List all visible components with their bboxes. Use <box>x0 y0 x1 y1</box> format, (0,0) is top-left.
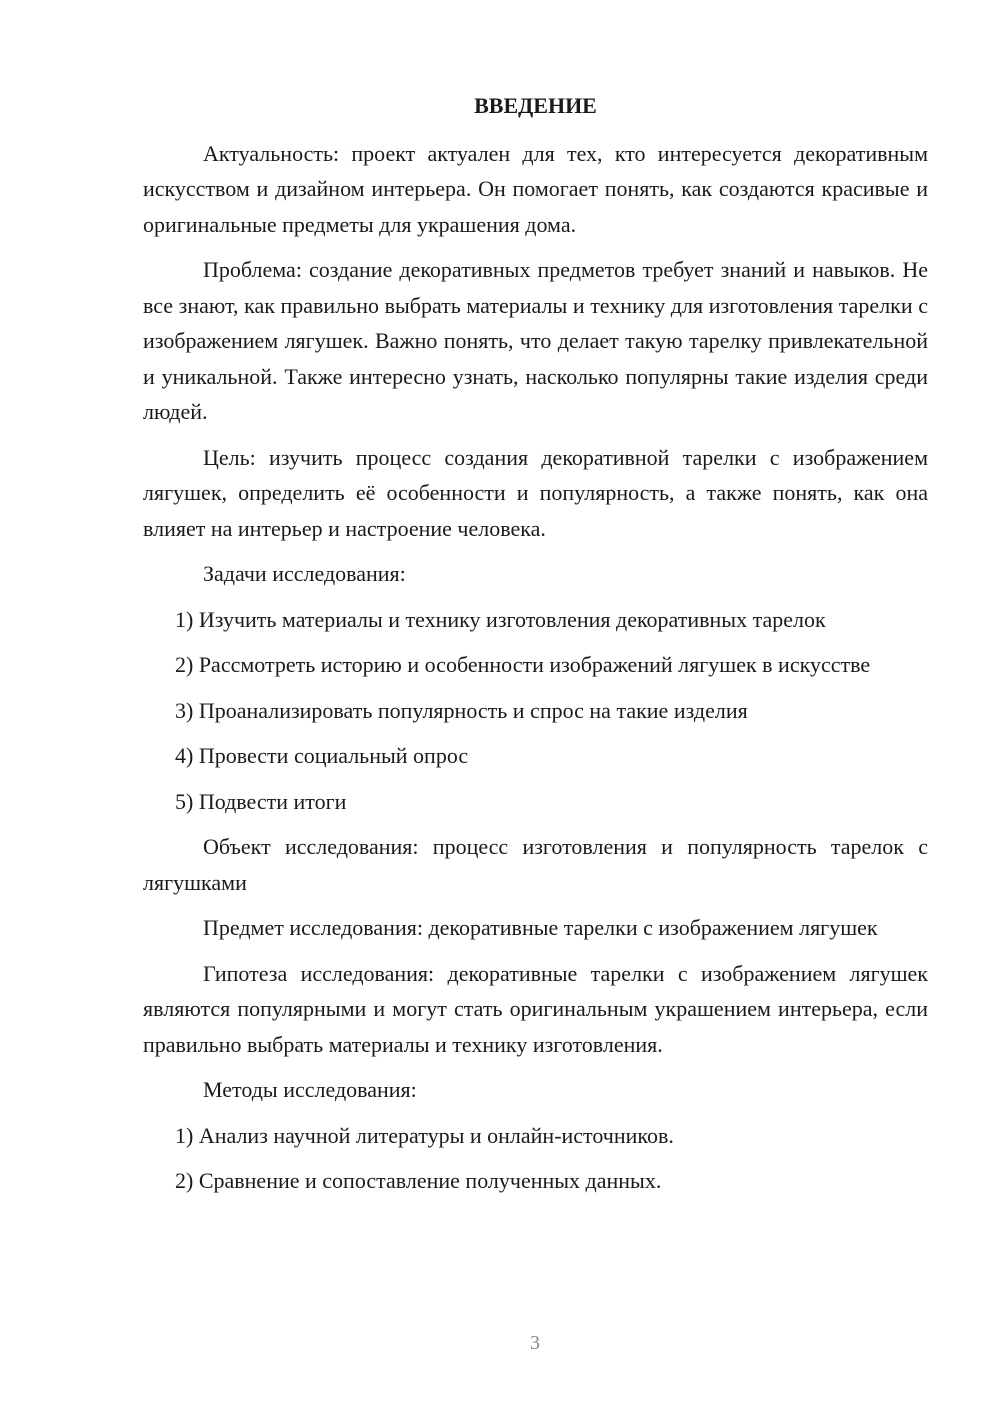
subject-paragraph: Предмет исследования: декоративные тарелки с изображением лягушек <box>203 915 878 940</box>
methods-heading: Методы исследования: <box>203 1077 417 1102</box>
tasks-heading: Задачи исследования: <box>203 561 406 586</box>
section-title: ВВЕДЕНИЕ <box>474 93 597 118</box>
problem-paragraph: Проблема: создание декоративных предметов требует знаний и навыков. Не все знают, как правильно выбрать материалы и технику для изготовления тарелки с изображением лягушек. Важно понять, что делает такую тарелку привлекательной и уникальной. Также интересно узнать, насколько популярны такие изделия среди людей. <box>143 257 928 424</box>
object-paragraph: Объект исследования: процесс изготовления и популярность тарелок с лягушками <box>143 834 928 895</box>
task-item: 5) Подвести итоги <box>175 788 347 814</box>
task-item: 2) Рассмотреть историю и особенности изображений лягушек в искусстве <box>175 652 871 677</box>
hypothesis-paragraph: Гипотеза исследования: декоративные тарелки с изображением лягушек являются популярными и могут стать оригинальным украшением интерьера, если правильно выбрать материалы и технику изготовления. <box>143 960 928 1057</box>
task-item: 1) Изучить материалы и технику изготовления декоративных тарелок <box>175 606 826 632</box>
relevance-paragraph: Актуальность: проект актуален для тех, кто интересуется декоративным искусством и дизайном интерьера. Он помогает понять, как создаются красивые и оригинальные предметы для украшения дома. <box>143 140 928 237</box>
method-item: 2) Сравнение и сопоставление полученных данных. <box>175 1168 662 1193</box>
goal-paragraph: Цель: изучить процесс создания декоративной тарелки с изображением лягушек, определить её особенности и популярность, а также понять, как она влияет на интерьер и настроение человека. <box>143 444 928 541</box>
method-item: 1) Анализ научной литературы и онлайн-источников. <box>175 1122 674 1148</box>
document-page <box>143 88 928 1209</box>
task-item: 4) Провести социальный опрос <box>175 743 469 768</box>
task-item: 3) Проанализировать популярность и спрос на такие изделия <box>175 697 748 723</box>
page-number: 3 <box>530 1332 540 1354</box>
